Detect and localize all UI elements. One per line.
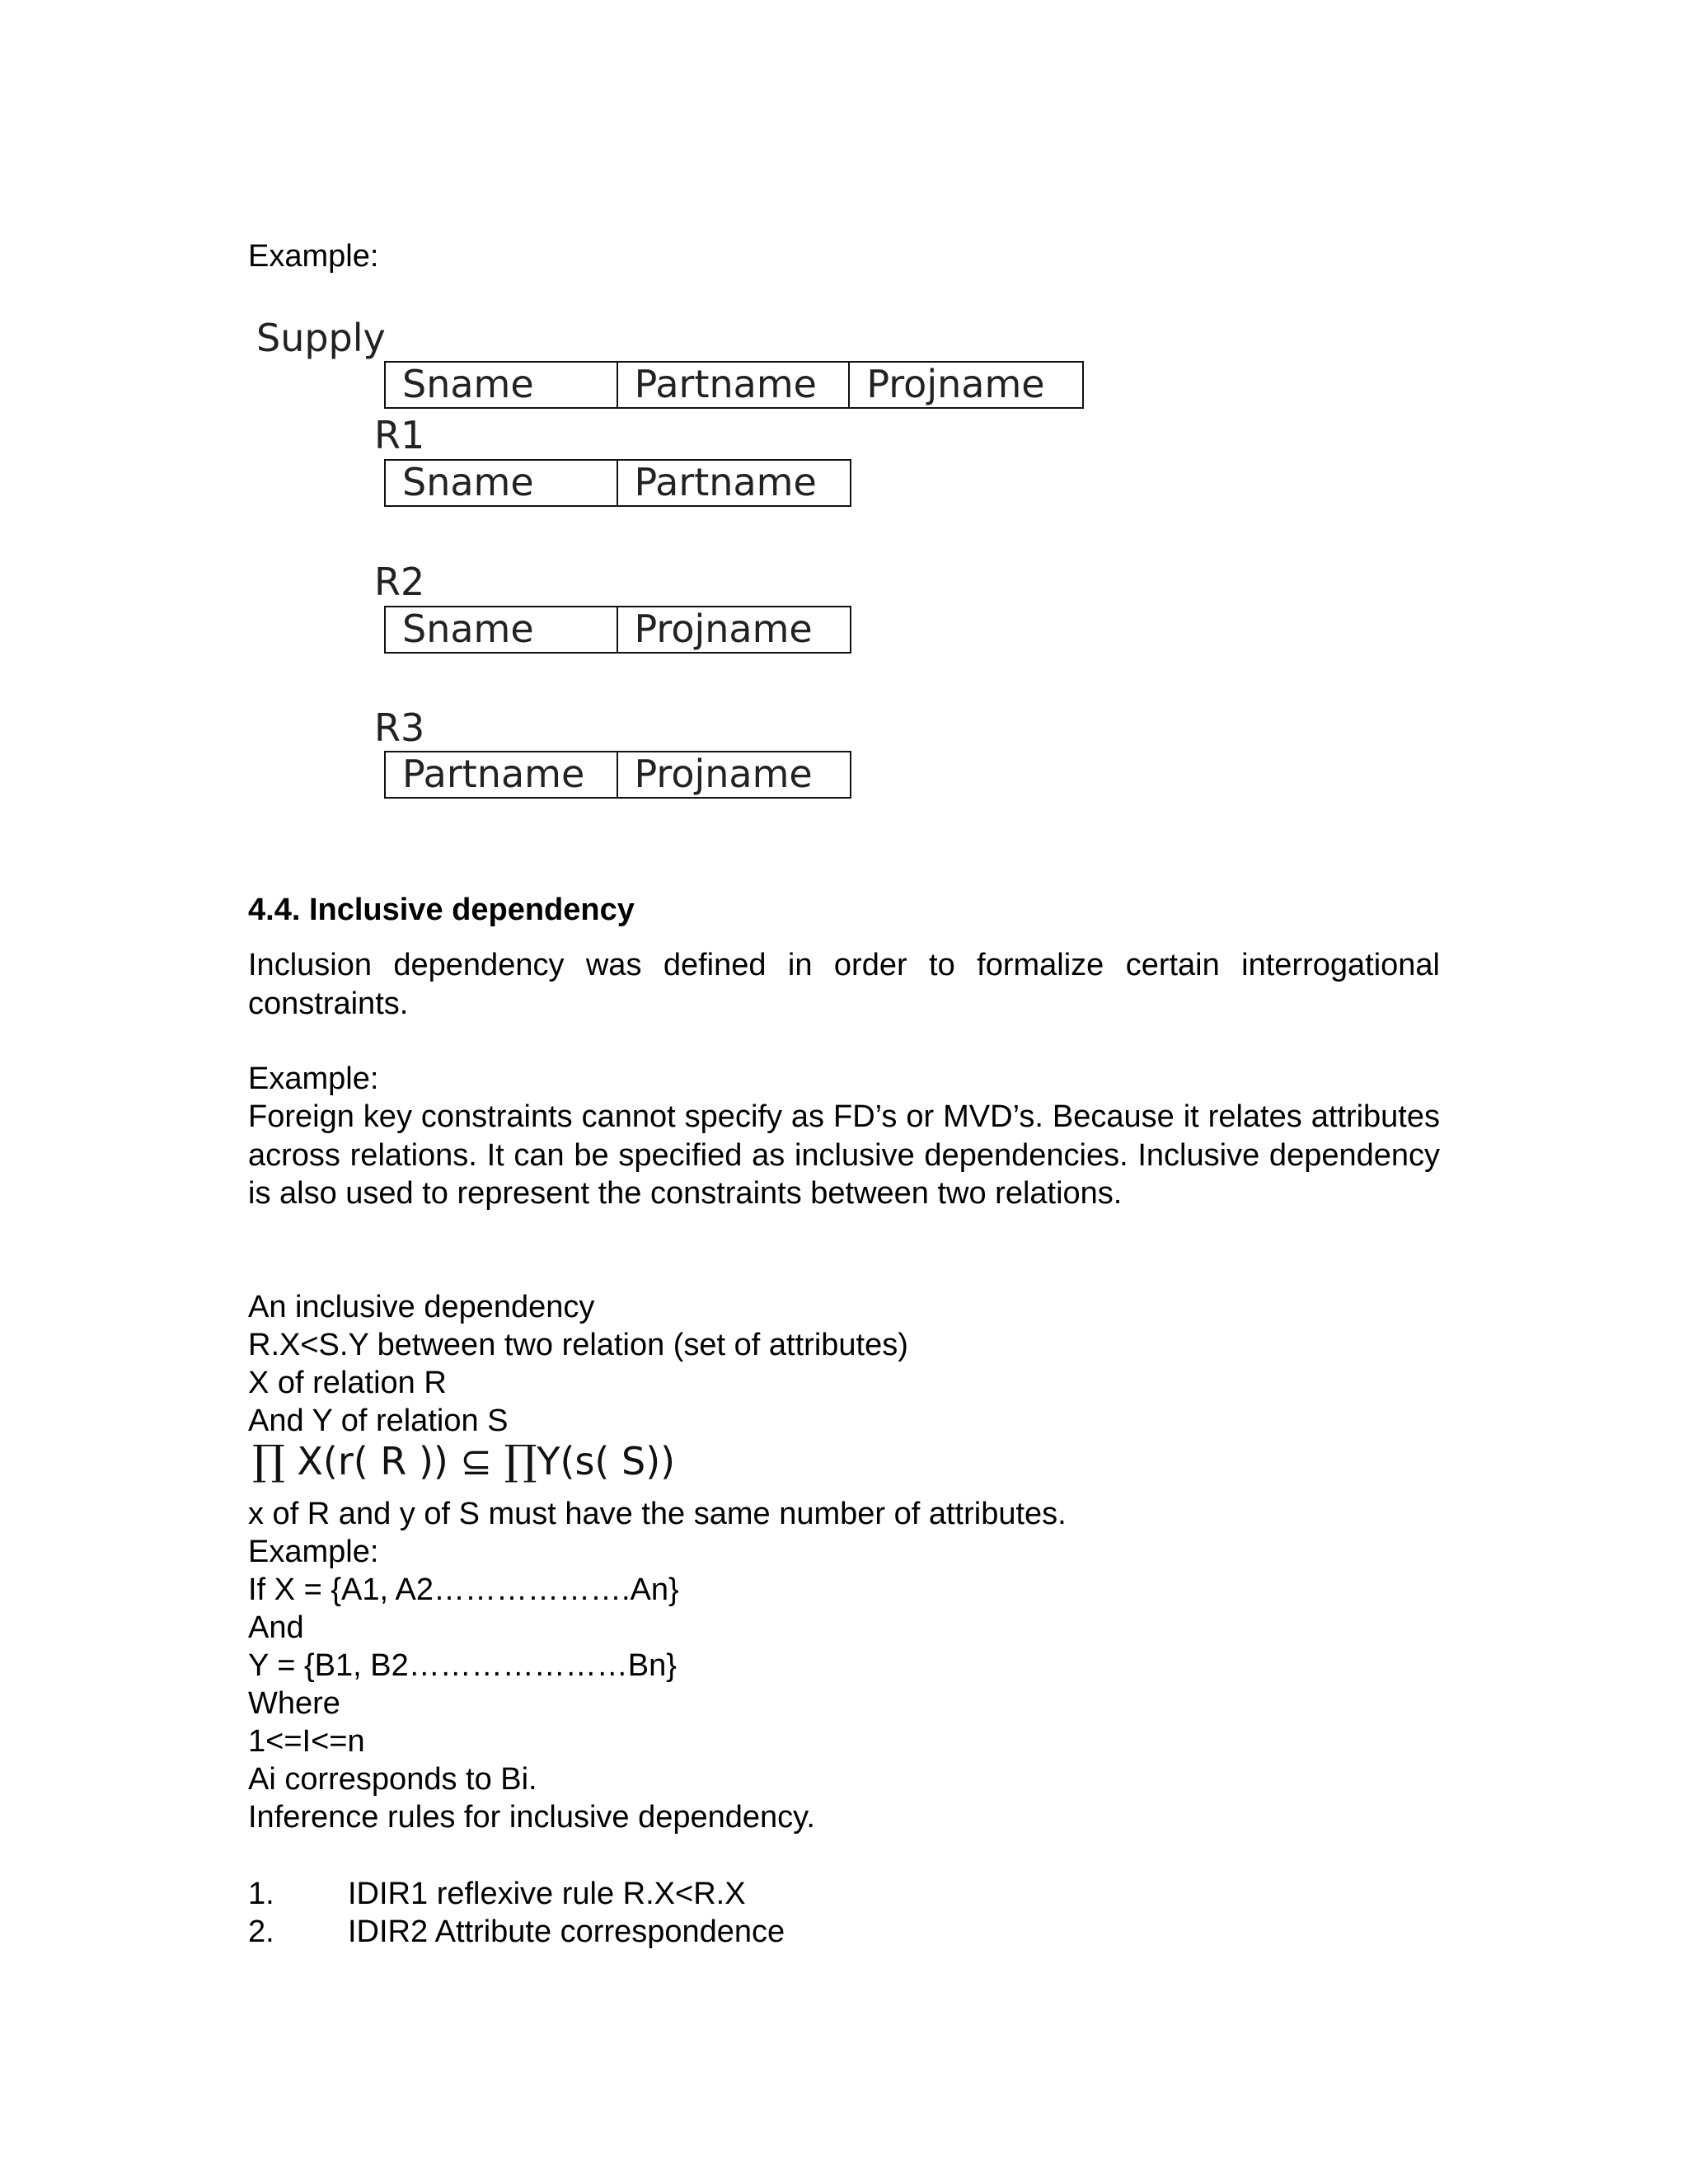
r2-column: Projname [634, 607, 813, 651]
supply-label: Supply [256, 316, 386, 360]
definition-line: R.X<S.Y between two relation (set of attributes) [248, 1328, 908, 1362]
definition-line: And Y of relation S [248, 1404, 509, 1438]
r2-column: Sname [386, 607, 618, 652]
definition-line: X of relation R [248, 1366, 447, 1400]
definition-line: Y = {B1, B2…………………Bn} [248, 1648, 677, 1683]
definition-line: Inference rules for inclusive dependency. [248, 1800, 815, 1835]
r1-table [384, 459, 851, 507]
definition-line: 1<=I<=n [248, 1724, 365, 1759]
definition-line: Ai corresponds to Bi. [248, 1762, 537, 1797]
definition-line: If X = {A1, A2……………….An} [248, 1572, 679, 1607]
list-item-number: 2. [248, 1915, 274, 1949]
supply-column: Projname [866, 362, 1045, 406]
r1-column: Sname [386, 461, 618, 505]
projection-symbol: ∏ [504, 1436, 537, 1484]
section-heading: 4.4. Inclusive dependency [248, 893, 635, 927]
r3-column: Projname [634, 752, 813, 796]
definition-line: And [248, 1610, 304, 1645]
r3-label: R3 [374, 705, 425, 750]
projection-symbol: ∏ [252, 1436, 285, 1484]
list-item-text: IDIR2 Attribute correspondence [348, 1915, 785, 1949]
r1-column: Partname [634, 460, 817, 504]
intro-paragraph: Inclusion dependency was defined in order to formalize certain interrogational constraints. [248, 948, 1440, 1021]
r2-label: R2 [374, 560, 425, 604]
formula-left: X(r( R )) ⊆ [284, 1439, 504, 1483]
example-paragraph: Foreign key constraints cannot specify as FD’s or MVD’s. Because it relates attributes across relations. It can be specified as inclusive dependencies. Inclusive dependency is also used to represent the constraints between two relations. [248, 1099, 1440, 1211]
example-label: Example: [248, 239, 379, 274]
supply-column: Partname [618, 363, 851, 407]
formula-right: Y(s( S)) [537, 1439, 676, 1483]
definition-line: An inclusive dependency [248, 1290, 595, 1324]
example-label: Example: [248, 1062, 379, 1096]
definition-line: x of R and y of S must have the same number of attributes. [248, 1497, 1067, 1531]
list-item-number: 1. [248, 1877, 274, 1911]
r2-table [384, 606, 851, 654]
projection-formula [252, 1437, 675, 1484]
r1-label: R1 [374, 413, 425, 457]
r3-table [384, 751, 851, 799]
supply-table [384, 361, 1084, 409]
definition-line: Example: [248, 1535, 379, 1569]
supply-column: Sname [386, 363, 618, 407]
r3-column: Partname [386, 752, 618, 797]
list-item-text: IDIR1 reflexive rule R.X<R.X [348, 1877, 746, 1911]
definition-line: Where [248, 1686, 340, 1721]
